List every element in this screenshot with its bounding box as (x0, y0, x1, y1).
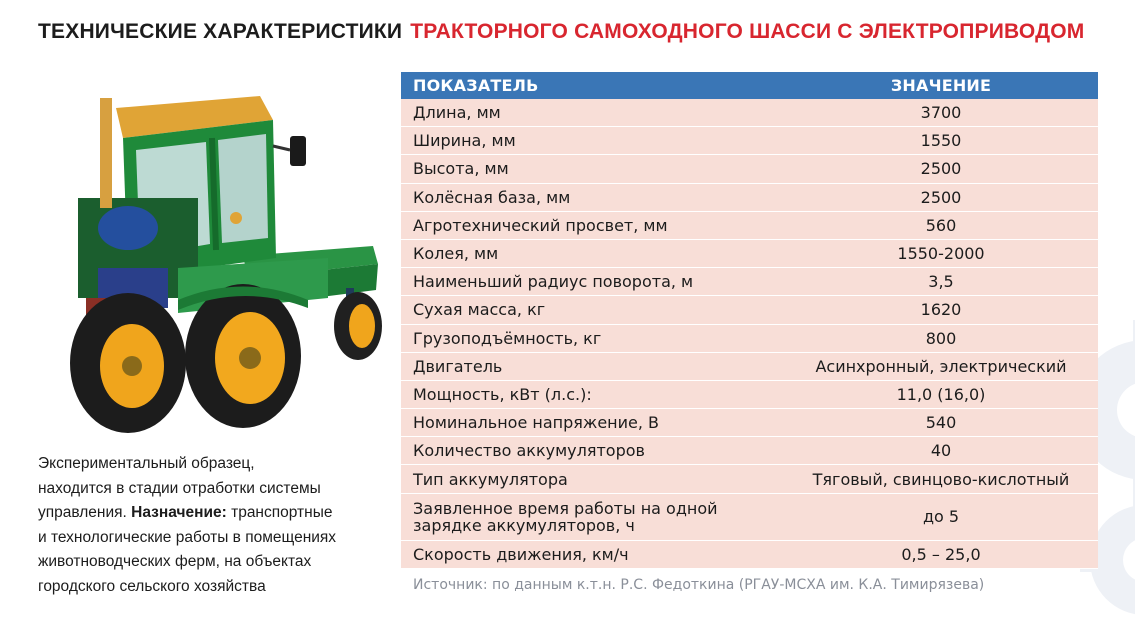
param-cell: Наименьший радиус поворота, м (401, 268, 784, 296)
param-cell: Агротехнический просвет, мм (401, 211, 784, 239)
value-cell: 560 (784, 211, 1098, 239)
value-cell: 540 (784, 409, 1098, 437)
param-cell: Сухая масса, кг (401, 296, 784, 324)
param-cell: Номинальное напряжение, В (401, 409, 784, 437)
param-cell: Тип аккумулятора (401, 465, 784, 493)
caption-line: и технологические работы в помещениях (38, 528, 337, 546)
caption-text: транспортные (231, 504, 333, 521)
table-row (401, 127, 1098, 155)
table-row (401, 211, 1098, 239)
header-param: ПОКАЗАТЕЛЬ (401, 72, 784, 99)
param-cell: Заявленное время работы на одной зарядке аккумуляторов, ч (401, 493, 784, 540)
value-cell: 3,5 (784, 268, 1098, 296)
param-cell: Двигатель (401, 352, 784, 380)
caption-line: городского сельского хозяйства (38, 577, 266, 595)
param-cell: Количество аккумуляторов (401, 437, 784, 465)
table-row (401, 540, 1098, 568)
table-row (401, 183, 1098, 211)
table-row (401, 239, 1098, 267)
table-row (401, 465, 1098, 493)
table-row (401, 268, 1098, 296)
heading-part-1: ТЕХНИЧЕСКИЕ ХАРАКТЕРИСТИКИ (38, 20, 403, 43)
source-note: Источник: по данным к.т.н. Р.С. Федоткина (РГАУ-МСХА им. К.А. Тимирязева) (413, 577, 985, 593)
value-cell: 2500 (784, 183, 1098, 211)
header-value: ЗНАЧЕНИЕ (784, 72, 1098, 99)
table-row (401, 493, 1098, 540)
caption-line: животноводческих ферм, на объектах (38, 553, 312, 570)
param-cell: Ширина, мм (401, 127, 784, 155)
value-cell: 1550 (784, 127, 1098, 155)
specs-table (401, 72, 1098, 569)
page-heading (38, 20, 1085, 44)
value-cell: 1620 (784, 296, 1098, 324)
tractor-photo-icon (28, 68, 388, 438)
heading-part-2: ТРАКТОРНОГО САМОХОДНОГО ШАССИ С ЭЛЕКТРОПРИВОДОМ (410, 20, 1085, 43)
caption-line: находится в стадии отработки системы (38, 479, 321, 497)
photo-caption (38, 452, 378, 599)
value-cell: 11,0 (16,0) (784, 380, 1098, 408)
value-cell: 3700 (784, 99, 1098, 127)
value-cell: 2500 (784, 155, 1098, 183)
table-row (401, 409, 1098, 437)
value-cell: Тяговый, свинцово-кислотный (784, 465, 1098, 493)
value-cell: 1550-2000 (784, 239, 1098, 267)
caption-purpose-label: Назначение: (131, 504, 227, 521)
param-cell: Длина, мм (401, 99, 784, 127)
param-cell: Скорость движения, км/ч (401, 540, 784, 568)
table-row (401, 437, 1098, 465)
table-row (401, 296, 1098, 324)
table-row (401, 99, 1098, 127)
caption-line (38, 501, 378, 526)
tractor-illustration (70, 96, 382, 433)
param-cell: Высота, мм (401, 155, 784, 183)
param-cell: Колея, мм (401, 239, 784, 267)
caption-text: управления. (38, 504, 127, 521)
table-row (401, 155, 1098, 183)
value-cell: Асинхронный, электрический (784, 352, 1098, 380)
table-row (401, 324, 1098, 352)
param-cell: Колёсная база, мм (401, 183, 784, 211)
table-header-row (401, 72, 1098, 99)
table-row (401, 352, 1098, 380)
table-row (401, 380, 1098, 408)
caption-line: Экспериментальный образец, (38, 455, 255, 472)
value-cell: 0,5 – 25,0 (784, 540, 1098, 568)
param-cell: Мощность, кВт (л.с.): (401, 380, 784, 408)
value-cell: до 5 (784, 493, 1098, 540)
value-cell: 40 (784, 437, 1098, 465)
param-cell: Грузоподъёмность, кг (401, 324, 784, 352)
value-cell: 800 (784, 324, 1098, 352)
